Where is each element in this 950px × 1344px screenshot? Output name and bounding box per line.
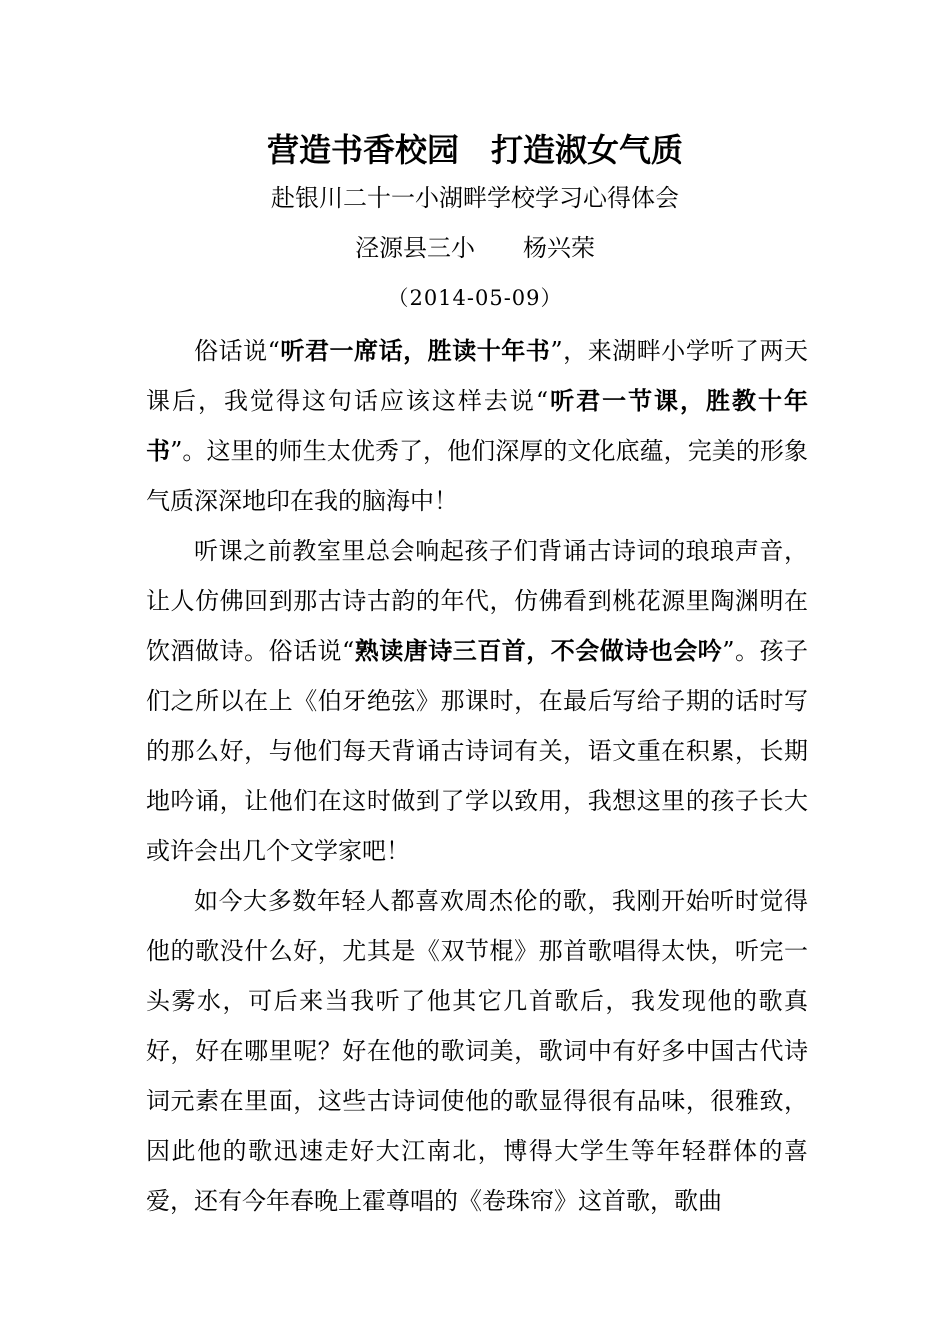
paragraph-3 xyxy=(146,876,808,1226)
document-title: 营造书香校园 打造淑女气质 xyxy=(266,131,683,169)
bold-quote: 听君一席话，胜读十年书 xyxy=(279,337,551,365)
document-subtitle: 赴银川二十一小湖畔学校学习心得体会 xyxy=(271,184,679,212)
paragraph-2 xyxy=(146,526,808,876)
author-line: 泾源县三小 杨兴荣 xyxy=(355,234,595,262)
bold-quote: 熟读唐诗三百首，不会做诗也会吟 xyxy=(354,637,723,665)
paragraph-text: 听课之前教室里总会响起孩子们背诵古诗词的琅琅声音，让人仿佛回到那古诗古韵的年代，仿佛看到桃花源里陶渊明在饮酒做诗。俗话说“ xyxy=(146,537,808,665)
paragraph-1 xyxy=(146,326,808,526)
paragraph-text: 如今大多数年轻人都喜欢周杰伦的歌，我刚开始听时觉得他的歌没什么好，尤其是《双节棍》那首歌唱得太快，听完一头雾水，可后来当我听了他其它几首歌后，我发现他的歌真好，好在哪里呢？好在他的歌词美，歌词中有好多中国古代诗词元素在里面，这些古诗词使他的歌显得很有品味，很雅致，因此他的歌迅速走好大江南北，博得大学生等年轻群体的喜爱，还有今年春晚上霍尊唱的《卷珠帘》这首歌，歌曲 xyxy=(146,887,808,1215)
paragraph-text: ”，来湖畔小学听了两天课后，我觉得这句话应该这样去说“ xyxy=(146,337,808,415)
paragraph-text: 俗话说“ xyxy=(194,337,280,365)
paragraph-text: ”。孩子们之所以在上《伯牙绝弦》那课时，在最后写给子期的话时写的那么好，与他们每天背诵古诗词有关，语文重在积累，长期地吟诵，让他们在这时做到了学以致用，我想这里的孩子长大或许会出几个文学家吧！ xyxy=(146,637,808,865)
document-body xyxy=(146,326,808,1226)
bold-quote: 听君一节课，胜教十年书 xyxy=(146,387,808,465)
document-date: （2014-05-09） xyxy=(387,286,563,310)
paragraph-text: ”。这里的师生太优秀了，他们深厚的文化底蕴，完美的形象气质深深地印在我的脑海中！ xyxy=(146,437,809,515)
